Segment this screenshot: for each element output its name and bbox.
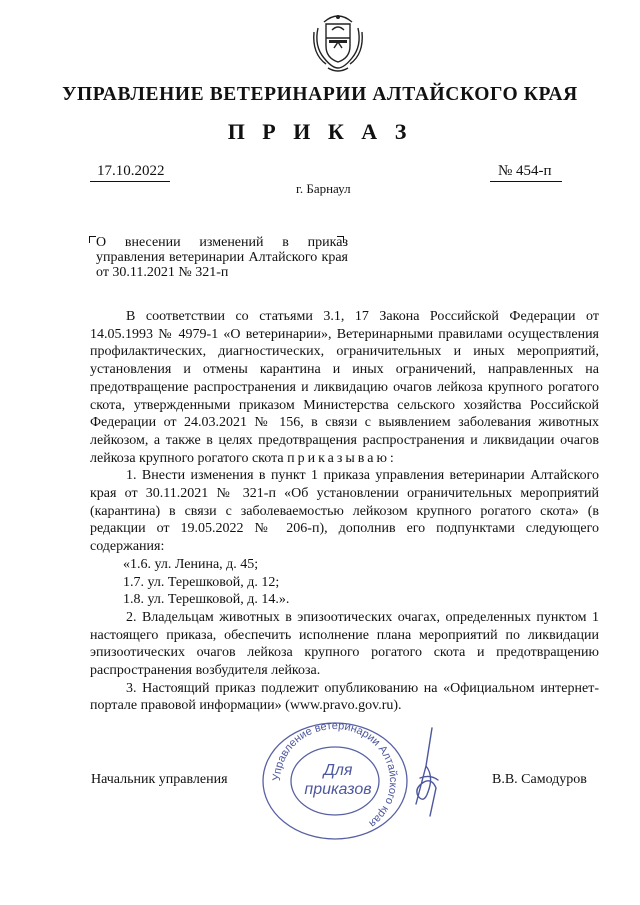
subject-corner-left (89, 236, 96, 243)
coat-of-arms-icon (304, 8, 372, 76)
preamble-text: В соответствии со статьями 3.1, 17 Закона Российской Федерации от 14.05.1993 № 4979-1 «О ветеринарии», Ветеринарными правилами осуществления профилактических, диагностических, ограничительных и иных мероприятий, установления и отмены карантина и иных ограничений, направленных на предотвращение распространения и ликвидацию очагов лейкоза крупного рогатого скота, утвержденными приказом Министерства сельского хозяйства Российской Федерации от 24.03.2021 № 156, в связи с выявлением заболевания животных лейкозом, а также в целях предотвращения распространения и ликвидации очагов лейкоза крупного рогатого скота (90, 309, 599, 466)
item-3: 3. Настоящий приказ подлежит опубликованию на «Официальном интернет-портале правовой информации» (www.pravo.gov.ru). (90, 680, 599, 714)
document-number: № 454-п (498, 163, 552, 179)
svg-text:Для: Для (323, 762, 353, 779)
document-subject: О внесении изменений в приказ управления ветеринарии Алтайского края от 30.11.2021 № 321-п (96, 235, 348, 280)
date-underline (90, 181, 170, 182)
document-city: г. Барнаул (296, 181, 351, 196)
svg-text:приказов: приказов (304, 781, 372, 798)
official-stamp (256, 720, 414, 842)
subitem-1-6: «1.6. ул. Ленина, д. 45; (123, 556, 259, 572)
number-underline (490, 181, 562, 182)
document-body (90, 308, 599, 715)
preamble-paragraph (90, 308, 599, 467)
signer-name: В.В. Самодуров (492, 772, 587, 787)
organization-title: УПРАВЛЕНИЕ ВЕТЕРИНАРИИ АЛТАЙСКОГО КРАЯ (62, 84, 578, 105)
handwritten-signature (406, 726, 446, 818)
subitem-1-8: 1.8. ул. Терешковой, д. 14.». (123, 592, 290, 608)
signer-position: Начальник управления (91, 772, 228, 787)
document-type: П Р И К А З (227, 119, 413, 144)
item-2: 2. Владельцам животных в эпизоотических очагах, определенных пунктом 1 настоящего приказа, обеспечить исполнение плана мероприятий по ликвидации эпизоотических очагов лейкоза крупного рогатого скота и предотвращению распространения возбудителя лейкоза. (90, 609, 599, 679)
svg-text:Управление ветеринарии Алтайск: Управление ветеринарии Алтайского края (270, 720, 400, 830)
document-date: 17.10.2022 (97, 163, 165, 179)
subitem-1-7: 1.7. ул. Терешковой, д. 12; (123, 574, 280, 590)
item-1: 1. Внести изменения в пункт 1 приказа управления ветеринарии Алтайского края от 30.11.2021 № 321-п «Об установлении ограничительных мероприятий (карантина) в связи с заболеваемостью лейкозом крупного рогатого скота» (в редакции от 19.05.2022 № 206-п), дополнив его подпунктами следующего содержания: (90, 468, 599, 555)
order-word: приказываю: (287, 450, 397, 466)
